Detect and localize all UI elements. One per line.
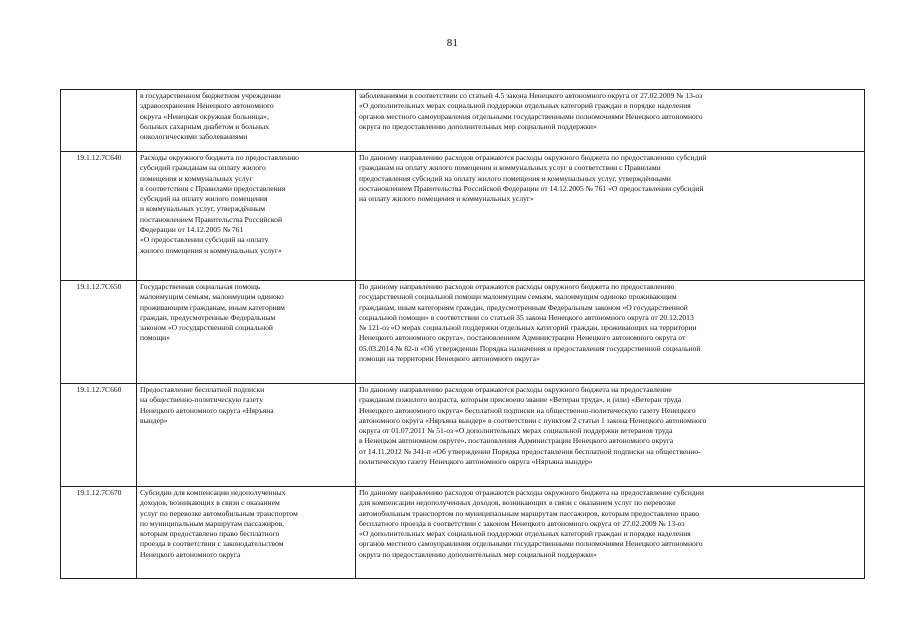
row-code: 19.1.12.7С640 — [61, 152, 137, 281]
row-name: в государственном бюджетном учреждении здравоохранения Ненецкого автономного округа «Ненецкая окружная больница», больных сахарным диабетом и больных онкологическими заболеваниями — [137, 90, 356, 152]
row-name: Субсидии для компенсации недополученных доходов, возникающих в связи с оказанием услуг по перевозке автомобильным транспортом по муниципальным маршрутам пассажиров, которым предоставлено право бесплатного проезда в соответствии с законодательством Ненецкого автономного округа — [137, 487, 356, 579]
expense-table — [60, 89, 865, 579]
row-description: По данному направлению расходов отражаются расходы окружного бюджета по предоставлению субсидий гражданам на оплату жилого помещения и коммунальных услуг в соответствии с Правилами предоставления субсидий на оплату жилого помещения и коммунальных услуг, утверждёнными постановлением Правительства Российской Федерации от 14.12.2005 № 761 «О предоставлении субсидий на оплату жилого помещения и коммунальных услуг» — [356, 152, 865, 281]
table-row — [61, 487, 865, 579]
table-row — [61, 152, 865, 281]
row-code: 19.1.12.7С660 — [61, 384, 137, 487]
row-code — [61, 90, 137, 152]
row-name: Предоставление бесплатной подписки на общественно-политическую газету Ненецкого автономного округа «Няръяна вындер» — [137, 384, 356, 487]
table-row — [61, 281, 865, 384]
row-description: По данному направлению расходов отражаются расходы окружного бюджета по предоставлению государственной социальной помощи малоимущим семьям, малоимущим одиноко проживающим гражданам, иным категориям граждан, предусмотренным Федеральным законом «О государственной социальной помощи» в соответствии со статьей 35 закона Ненецкого автономного округа от 20.12.2013 № 121-оз «О мерах социальной поддержки отдельных категорий граждан, проживающих на территории Ненецкого автономного округа», постановлением Администрации Ненецкого автономного округа от 05.03.2014 № 82-п «Об утверждении Порядка назначения и предоставления государственной социальной помощи на территории Ненецкого автономного округа» — [356, 281, 865, 384]
table-row — [61, 90, 865, 152]
table-row — [61, 384, 865, 487]
row-description: По данному направлению расходов отражаются расходы окружного бюджета на предоставление гражданам пожилого возраста, которым присвоено звание «Ветеран труда», и (или) «Ветеран труда Ненецкого автономного округа» бесплатной подписки на общественно-политическую газету Ненецкого автономного округа «Няръяна вындер» в соответствии с пунктом 2 статьи 1 закона Ненецкого автономного округа от 01.07.2011 № 51-оз «О дополнительных мерах социальной поддержки ветеранов труда в Ненецком автономном округе», постановления Администрации Ненецкого автономного округа от 14.11.2012 № 341-п «Об утверждении Порядка предоставления бесплатной подписки на общественно- политическую газету Ненецкого автономного округа «Няръяна вындер» — [356, 384, 865, 487]
row-name: Государственная социальная помощь малоимущим семьям, малоимущим одиноко проживающим гражданам, иным категориям граждан, предусмотренные Федеральным законом «О государственной социальной помощи» — [137, 281, 356, 384]
row-code: 19.1.12.7С670 — [61, 487, 137, 579]
row-description: заболеваниями в соответствии со статьей 4.5 закона Ненецкого автономного округа от 27.02.2009 № 13-оз «О дополнительных мерах социальной поддержки отдельных категорий граждан и порядке наделения органов местного самоуправления отдельными государственными полномочиями Ненецкого автономного округа по предоставлению дополнительных мер социальной поддержки» — [356, 90, 865, 152]
row-code: 19.1.12.7С650 — [61, 281, 137, 384]
row-description: По данному направлению расходов отражаются расходы окружного бюджета на предоставление субсидии для компенсации недополученных доходов, возникающих в связи с оказанием услуг по перевозке автомобильным транспортом по муниципальным маршрутам пассажиров, которым предоставлено право бесплатного проезда в соответствии с законом Ненецкого автономного округа от 27.02.2009 № 13-оз «О дополнительных мерах социальной поддержки отдельных категорий граждан и порядке наделения органов местного самоуправления отдельными государственными полномочиями Ненецкого автономного округа по предоставлению дополнительных мер социальной поддержки» — [356, 487, 865, 579]
row-name: Расходы окружного бюджета по предоставлению субсидий гражданам на оплату жилого помещения и коммунальных услуг в соответствии с Правилами предоставления субсидий на оплату жилого помещения и коммунальных услуг, утверждённым постановлением Правительства Российской Федерации от 14.12.2005 № 761 «О предоставлении субсидий на оплату жилого помещения и коммунальных услуг» — [137, 152, 356, 281]
page-number: 81 — [446, 37, 459, 49]
